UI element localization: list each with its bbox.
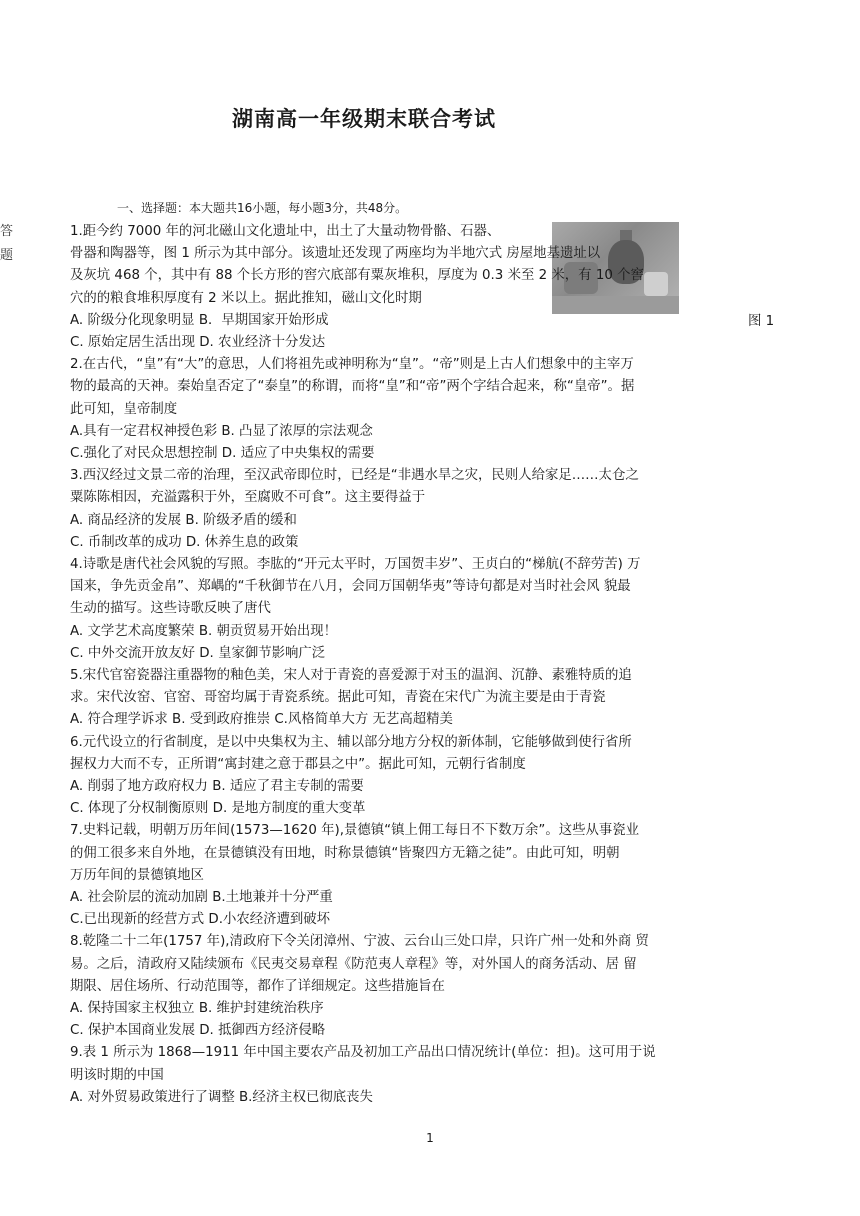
text-line: 9.表 1 所示为 1868—1911 年中国主要农产品及初加工产品出口情况统计(单位：担)。这可用于说 bbox=[70, 1045, 656, 1061]
text-line: 生动的描写。这些诗歌反映了唐代 bbox=[70, 601, 271, 617]
text-line: 粟陈陈相因，充溢露积于外，至腐败不可食”。这主要得益于 bbox=[70, 490, 426, 506]
text-line: 7.史料记载，明朝万历年间(1573—1620 年),景德镇“镇上佣工每日不下数万余”。这些从事瓷业 bbox=[70, 823, 640, 839]
text-line: 穴的的粮食堆积厚度有 2 米以上。据此推知，磁山文化时期 bbox=[70, 290, 422, 306]
figure-caption: 图 1 bbox=[748, 314, 775, 329]
text-line: 物的最高的天神。秦始皇否定了“泰皇”的称谓，而将“皇”和“帝”两个字结合起来，称“皇帝”。据 bbox=[70, 379, 635, 395]
text-line: 此可知，皇帝制度 bbox=[70, 401, 178, 417]
text-line: C. 保护本国商业发展 D. 抵御西方经济侵略 bbox=[70, 1023, 326, 1039]
text-line: 及灰坑 468 个，其中有 88 个长方形的窖穴底部有粟灰堆积，厚度为 0.3 米至 2 米，有 10 个窖 bbox=[70, 268, 644, 284]
text-line: C. 币制改革的成功 D. 休养生息的政策 bbox=[70, 534, 299, 550]
text-line: 2.在古代，“皇”有“大”的意思，人们将祖先或神明称为“皇”。“帝”则是上古人们想象中的主宰万 bbox=[70, 357, 634, 373]
text-line: 8.乾隆二十二年(1757 年),清政府下令关闭漳州、宁波、云台山三处口岸，只许广州一处和外商 贸 bbox=[70, 934, 649, 950]
text-line: A. 保持国家主权独立 B. 维护封建统治秩序 bbox=[70, 1001, 324, 1016]
text-line: 万历年间的景德镇地区 bbox=[70, 867, 204, 883]
text-line: 握权力大而不专，正所谓“寓封建之意于郡县之中”。据此可知，元朝行省制度 bbox=[70, 756, 526, 772]
page-number: 1 bbox=[426, 1131, 434, 1145]
text-line: A. 阶级分化现象明显 B．早期国家开始形成 bbox=[70, 312, 329, 328]
exam-title: 湖南高一年级期末联合考试 bbox=[232, 107, 496, 131]
text-line: 易。之后，清政府又陆续颁布《民夷交易章程《防范夷人章程》等，对外国人的商务活动、居 留 bbox=[70, 956, 637, 972]
text-line: 明该时期的中国 bbox=[70, 1067, 164, 1083]
text-line: A. 削弱了地方政府权力 B. 适应了君主专制的需要 bbox=[70, 779, 364, 794]
side-mark-1: 答 bbox=[0, 224, 14, 239]
text-line: A.具有一定君权神授色彩 B. 凸显了浓厚的宗法观念 bbox=[70, 423, 373, 439]
text-line: C. 体现了分权制衡原则 D. 是地方制度的重大变革 bbox=[70, 801, 366, 817]
text-line: A. 对外贸易政策进行了调整 B.经济主权已彻底丧失 bbox=[70, 1089, 373, 1105]
text-line: 3.西汉经过文景二帝的治理，至汉武帝即位时，已经是“非遇水旱之灾，民则人给家足……太仓之 bbox=[70, 468, 639, 484]
text-line: 求。宋代汝窑、官窑、哥窑均属于青瓷系统。据此可知，青瓷在宋代广为流主要是由于青瓷 bbox=[70, 690, 606, 706]
text-line: 的佣工很多来自外地，在景德镇没有田地，时称景德镇“皆聚四方无籍之徒”。由此可知，明朝 bbox=[70, 845, 620, 861]
text-line: A. 符合理学诉求 B. 受到政府推崇 C.风格简单大方 无艺高超精美 bbox=[70, 712, 453, 728]
text-line: 4.诗歌是唐代社会风貌的写照。李肱的“开元太平时，万国贺丰岁”、王贞白的“梯航(不辞劳苦) 万 bbox=[70, 557, 641, 572]
text-line: 骨器和陶器等，图 1 所示为其中部分。该遗址还发现了两座均为半地穴式 房屋地基遗址以 bbox=[70, 246, 601, 262]
text-line: C.已出现新的经营方式 D.小农经济遭到破坏 bbox=[70, 912, 331, 928]
text-line: 1.距今约 7000 年的河北磁山文化遗址中，出土了大量动物骨骼、石器、 bbox=[70, 224, 501, 239]
text-line: C. 中外交流开放友好 D. 皇家御节影响广泛 bbox=[70, 645, 326, 661]
text-line: 国来，争先贡金帛”、郑嵎的“千秋御节在八月，会同万国朝华夷”等诗句都是对当时社会风 貌最 bbox=[70, 579, 631, 595]
text-line: 6.元代设立的行省制度，是以中央集权为主、辅以部分地方分权的新体制，它能够做到使行省所 bbox=[70, 734, 632, 750]
text-line: A. 文学艺术高度繁荣 B. 朝贡贸易开始出现！ bbox=[70, 623, 338, 639]
text-line: A. 社会阶层的流动加剧 B.土地兼并十分严重 bbox=[70, 890, 333, 905]
side-mark-2: 题 bbox=[0, 248, 14, 263]
text-line: C. 原始定居生活出现 D. 农业经济十分发达 bbox=[70, 335, 326, 350]
section-heading: 一、选择题：本大题共16小题，每小题3分，共48分。 bbox=[117, 201, 408, 215]
text-line: C.强化了对民众思想控制 D. 适应了中央集权的需要 bbox=[70, 446, 375, 461]
text-line: A. 商品经济的发展 B. 阶级矛盾的缓和 bbox=[70, 512, 297, 528]
text-line: 5.宋代官窑瓷器注重器物的釉色美，宋人对于青瓷的喜爱源于对玉的温润、沉静、素雅特质的追 bbox=[70, 668, 632, 683]
text-line: 期限、居住场所、行动范围等，都作了详细规定。这些措施旨在 bbox=[70, 978, 445, 994]
